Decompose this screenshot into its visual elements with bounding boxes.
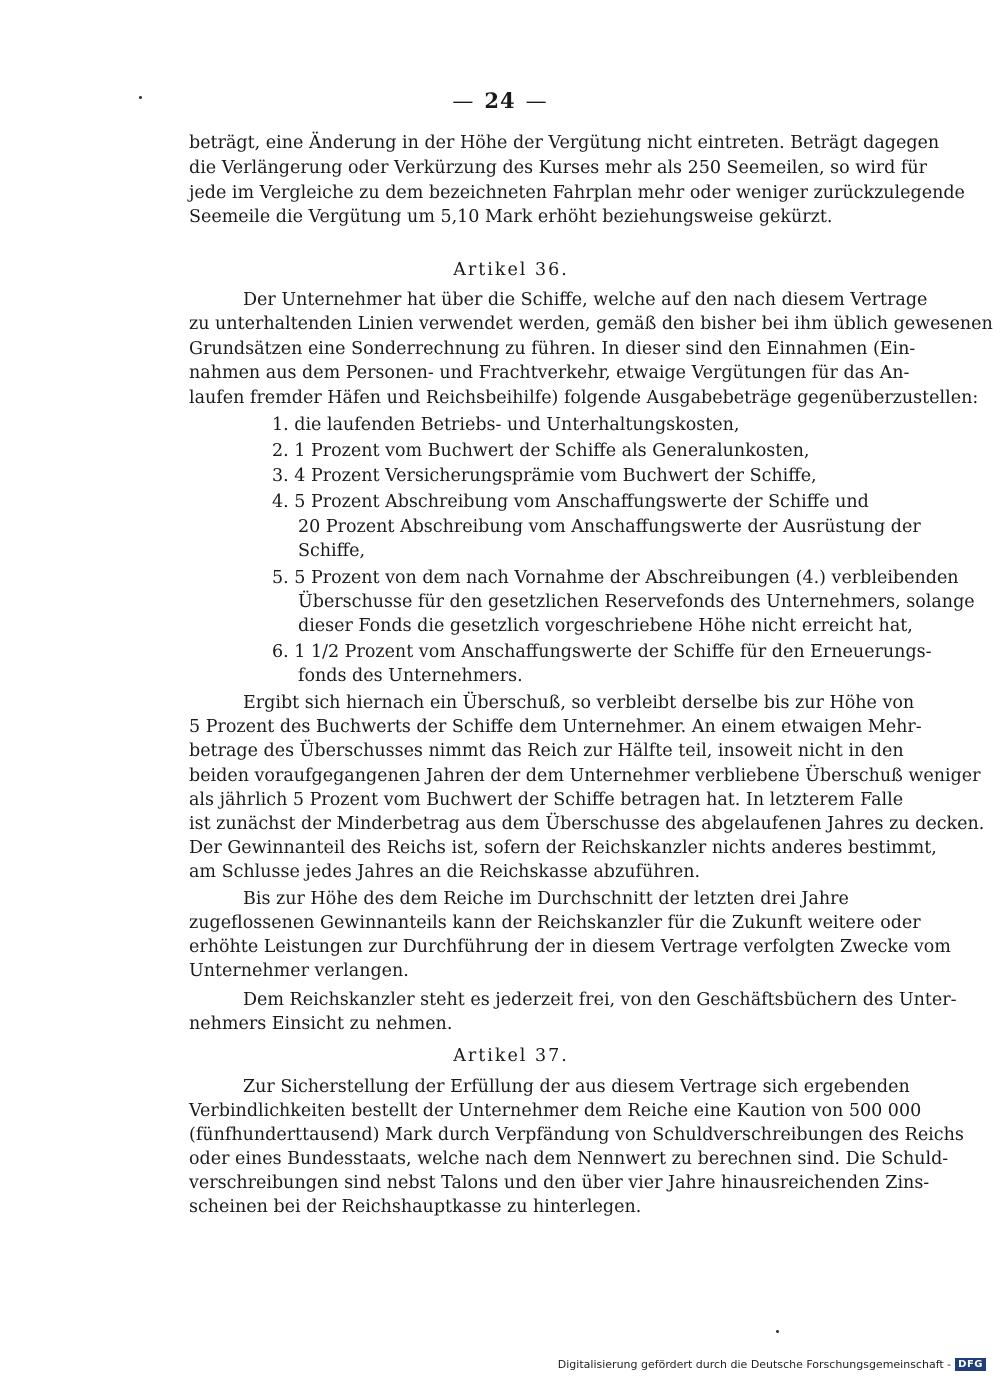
text-line: jede im Vergleiche zu dem bezeichneten Fahrplan mehr oder weniger zurückzulegende	[189, 183, 965, 203]
list-item-continuation: dieser Fonds die gesetzlich vorgeschriebene Höhe nicht erreicht hat,	[298, 616, 913, 636]
text-line: Dem Reichskanzler steht es jederzeit frei, von den Geschäftsbüchern des Unter-	[243, 990, 957, 1010]
page-speck	[776, 1330, 779, 1333]
text-line: Der Gewinnanteil des Reichs ist, sofern der Reichskanzler nichts anderes bestimmt,	[189, 838, 937, 858]
text-line: nehmers Einsicht zu nehmen.	[189, 1014, 453, 1034]
list-item: 3. 4 Prozent Versicherungsprämie vom Buchwert der Schiffe,	[272, 466, 817, 486]
text-line: Bis zur Höhe des dem Reiche im Durchschnitt der letzten drei Jahre	[243, 889, 849, 909]
page-number-dash: —	[452, 89, 475, 113]
digitization-credit	[558, 1358, 986, 1371]
article-heading-37: Artikel 37.	[453, 1046, 569, 1066]
text-line: erhöhte Leistungen zur Durchführung der in diesem Vertrage verfolgten Zwecke vom	[189, 937, 951, 957]
text-line: betrage des Überschusses nimmt das Reich zur Hälfte teil, insoweit nicht in den	[189, 741, 904, 761]
text-line: verschreibungen sind nebst Talons und den über vier Jahre hinausreichenden Zins-	[189, 1173, 930, 1193]
list-item-continuation: Schiffe,	[298, 541, 366, 561]
dfg-logo: DFG	[955, 1358, 986, 1371]
list-item: 4. 5 Prozent Abschreibung vom Anschaffungswerte der Schiffe und	[272, 492, 869, 512]
text-line: scheinen bei der Reichshauptkasse zu hinterlegen.	[189, 1197, 642, 1217]
text-line: Ergibt sich hiernach ein Überschuß, so verbleibt derselbe bis zur Höhe von	[243, 693, 915, 713]
page-number-dash: —	[525, 89, 548, 113]
list-item: 1. die laufenden Betriebs- und Unterhaltungskosten,	[272, 415, 740, 435]
text-line: zu unterhaltenden Linien verwendet werden, gemäß den bisher bei ihm üblich gewesenen	[189, 314, 993, 334]
text-line: beträgt, eine Änderung in der Höhe der Vergütung nicht eintreten. Beträgt dagegen	[189, 133, 940, 153]
list-item-continuation: 20 Prozent Abschreibung vom Anschaffungswerte der Ausrüstung der	[298, 517, 921, 537]
text-line: oder eines Bundesstaats, welche nach dem Nennwert zu berechnen sind. Die Schuld-	[189, 1149, 949, 1169]
list-item-continuation: fonds des Unternehmers.	[298, 666, 523, 686]
text-line: Der Unternehmer hat über die Schiffe, welche auf den nach diesem Vertrage	[243, 290, 928, 310]
text-line: Unternehmer verlangen.	[189, 961, 409, 981]
text-line: beiden voraufgegangenen Jahren der dem Unternehmer verbliebene Überschuß weniger	[189, 766, 981, 786]
digitization-credit-text: Digitalisierung gefördert durch die Deutsche Forschungsgemeinschaft -	[557, 1358, 952, 1371]
text-line: (fünfhunderttausend) Mark durch Verpfändung von Schuldverschreibungen des Reichs	[189, 1125, 964, 1145]
page-number	[0, 88, 1000, 113]
text-line: 5 Prozent des Buchwerts der Schiffe dem Unternehmer. An einem etwaigen Mehr-	[189, 717, 922, 737]
page-number-value: 24	[484, 88, 516, 113]
text-line: als jährlich 5 Prozent vom Buchwert der Schiffe betragen hat. In letzterem Falle	[189, 790, 904, 810]
text-line: am Schlusse jedes Jahres an die Reichskasse abzuführen.	[189, 862, 701, 882]
article-heading-36: Artikel 36.	[453, 260, 569, 280]
text-line: Grundsätzen eine Sonderrechnung zu führen. In dieser sind den Einnahmen (Ein-	[189, 339, 916, 359]
text-line: Zur Sicherstellung der Erfüllung der aus diesem Vertrage sich ergebenden	[243, 1077, 910, 1097]
list-item: 2. 1 Prozent vom Buchwert der Schiffe als Generalunkosten,	[272, 441, 810, 461]
list-item-continuation: Überschusse für den gesetzlichen Reservefonds des Unternehmers, solange	[298, 592, 975, 612]
text-line: Seemeile die Vergütung um 5,10 Mark erhöht beziehungsweise gekürzt.	[189, 207, 833, 227]
text-line: zugeflossenen Gewinnanteils kann der Reichskanzler für die Zukunft weitere oder	[189, 913, 921, 933]
text-line: die Verlängerung oder Verkürzung des Kurses mehr als 250 Seemeilen, so wird für	[189, 158, 928, 178]
text-line: nahmen aus dem Personen- und Frachtverkehr, etwaige Vergütungen für das An-	[189, 363, 910, 383]
text-line: Verbindlichkeiten bestellt der Unternehmer dem Reiche eine Kaution von 500 000	[189, 1101, 922, 1121]
list-item: 6. 1 1/2 Prozent vom Anschaffungswerte der Schiffe für den Erneuerungs-	[272, 642, 932, 662]
text-line: ist zunächst der Minderbetrag aus dem Überschusse des abgelaufenen Jahres zu decken.	[189, 814, 985, 834]
text-line: laufen fremder Häfen und Reichsbeihilfe) folgende Ausgabebeträge gegenüberzustellen:	[189, 388, 979, 408]
list-item: 5. 5 Prozent von dem nach Vornahme der Abschreibungen (4.) verbleibenden	[272, 568, 959, 588]
